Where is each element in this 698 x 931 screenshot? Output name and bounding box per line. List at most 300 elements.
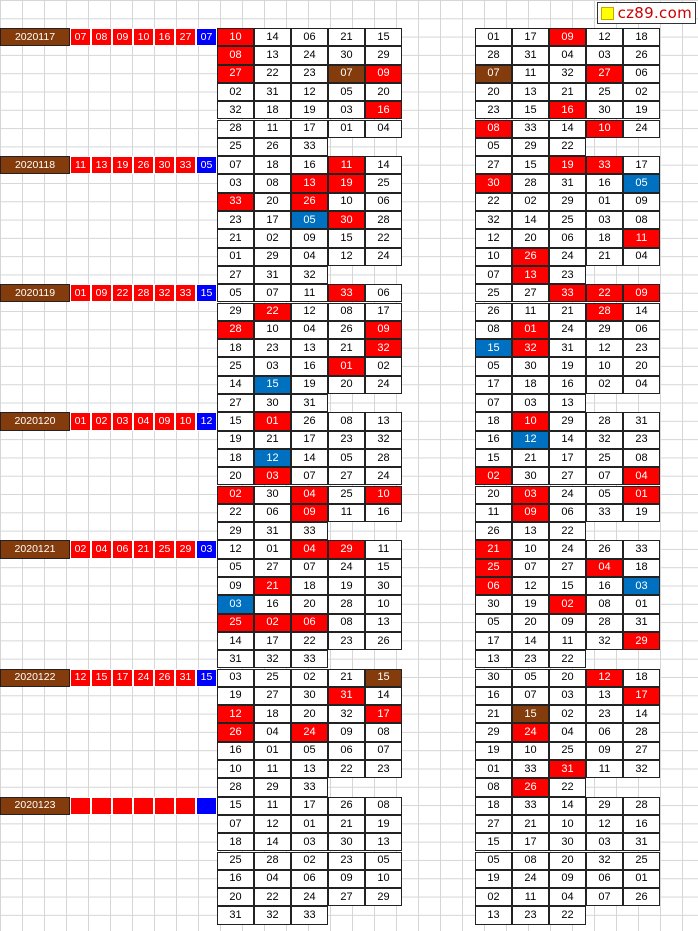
right-grid-cell: 14 <box>512 632 549 650</box>
left-grid-cell: 24 <box>365 376 402 394</box>
left-grid-cell: 15 <box>254 376 291 394</box>
right-grid-cell: 31 <box>623 412 660 430</box>
right-grid-cell: 14 <box>549 797 586 815</box>
right-grid-cell: 21 <box>586 248 623 266</box>
right-grid-cell: 01 <box>623 595 660 613</box>
left-grid-cell: 26 <box>291 193 328 211</box>
left-grid-cell: 04 <box>291 486 328 504</box>
left-grid-cell: 21 <box>328 815 365 833</box>
left-grid-cell: 32 <box>217 101 254 119</box>
right-grid-cell: 14 <box>549 431 586 449</box>
draw-red-ball <box>175 797 196 815</box>
left-grid-cell: 01 <box>254 540 291 558</box>
right-grid-cell: 16 <box>586 577 623 595</box>
draw-red-ball: 24 <box>133 669 154 687</box>
right-grid-cell: 33 <box>512 797 549 815</box>
right-grid-cell: 10 <box>586 357 623 375</box>
left-grid-cell: 18 <box>254 156 291 174</box>
left-grid-cell: 18 <box>291 577 328 595</box>
left-grid-cell: 26 <box>217 723 254 741</box>
right-grid-cell: 08 <box>512 852 549 870</box>
right-grid-cell: 06 <box>586 723 623 741</box>
right-grid-cell: 28 <box>586 303 623 321</box>
left-grid-cell: 03 <box>254 357 291 375</box>
right-grid-cell: 24 <box>549 540 586 558</box>
right-grid-cell: 06 <box>549 229 586 247</box>
right-grid-cell: 07 <box>512 559 549 577</box>
left-grid-cell: 03 <box>217 174 254 192</box>
left-grid-cell: 24 <box>291 888 328 906</box>
left-grid-cell: 08 <box>365 797 402 815</box>
left-grid-cell: 18 <box>254 705 291 723</box>
right-grid-cell: 08 <box>623 449 660 467</box>
left-grid-cell: 31 <box>217 650 254 668</box>
logo-square-icon <box>601 7 614 20</box>
left-grid-cell: 19 <box>291 376 328 394</box>
draw-red-ball: 10 <box>175 412 196 430</box>
right-grid-cell: 04 <box>623 248 660 266</box>
right-grid-cell: 29 <box>586 797 623 815</box>
left-grid-cell: 16 <box>217 870 254 888</box>
left-grid-cell: 12 <box>254 449 291 467</box>
left-grid-cell: 33 <box>291 778 328 796</box>
left-grid-cell: 24 <box>328 559 365 577</box>
right-grid-cell: 28 <box>623 723 660 741</box>
left-grid-cell: 27 <box>254 687 291 705</box>
right-grid-cell: 09 <box>512 504 549 522</box>
right-grid-cell: 18 <box>623 669 660 687</box>
right-grid-cell: 33 <box>623 540 660 558</box>
right-grid-cell: 03 <box>586 211 623 229</box>
draw-red-ball: 02 <box>70 540 91 558</box>
left-grid-cell: 11 <box>328 504 365 522</box>
right-grid-cell: 26 <box>623 46 660 64</box>
left-grid-cell: 21 <box>217 229 254 247</box>
right-grid-cell: 11 <box>623 229 660 247</box>
draw-red-ball: 12 <box>70 669 91 687</box>
left-grid-cell: 23 <box>328 431 365 449</box>
right-grid-cell: 25 <box>586 449 623 467</box>
draw-blue-ball: 15 <box>196 669 217 687</box>
right-grid-cell: 18 <box>623 559 660 577</box>
right-grid-cell: 19 <box>475 742 512 760</box>
right-grid-cell: 11 <box>512 303 549 321</box>
left-grid-cell: 18 <box>217 449 254 467</box>
left-grid-cell: 01 <box>254 412 291 430</box>
right-grid-cell: 20 <box>549 669 586 687</box>
right-grid-cell: 03 <box>586 833 623 851</box>
right-grid-cell: 23 <box>623 339 660 357</box>
left-grid-cell: 12 <box>291 83 328 101</box>
draw-blue-ball: 15 <box>196 284 217 302</box>
right-grid-cell: 01 <box>586 193 623 211</box>
right-grid-cell: 33 <box>586 156 623 174</box>
right-grid-cell: 05 <box>512 669 549 687</box>
right-grid-cell: 03 <box>623 577 660 595</box>
right-grid-cell: 10 <box>512 742 549 760</box>
right-grid-cell: 22 <box>549 650 586 668</box>
left-grid-cell: 10 <box>328 193 365 211</box>
right-grid-cell: 27 <box>475 156 512 174</box>
right-grid-cell: 29 <box>549 412 586 430</box>
right-grid-cell: 13 <box>512 522 549 540</box>
left-grid-cell: 30 <box>328 211 365 229</box>
left-grid-cell: 17 <box>291 120 328 138</box>
left-grid-cell: 13 <box>291 174 328 192</box>
left-grid-cell: 09 <box>365 65 402 83</box>
left-grid-cell: 25 <box>328 486 365 504</box>
left-grid-cell: 20 <box>291 705 328 723</box>
right-grid-cell: 16 <box>475 431 512 449</box>
left-grid-cell: 21 <box>328 28 365 46</box>
issue-number: 2020117 <box>0 28 70 46</box>
right-grid-cell: 14 <box>623 705 660 723</box>
left-grid-cell: 06 <box>291 28 328 46</box>
left-grid-cell: 08 <box>328 303 365 321</box>
left-grid-cell: 23 <box>217 211 254 229</box>
left-grid-cell: 11 <box>328 156 365 174</box>
right-grid-cell: 30 <box>549 833 586 851</box>
left-grid-cell: 27 <box>328 467 365 485</box>
left-grid-cell: 20 <box>254 193 291 211</box>
draw-red-ball: 32 <box>154 284 175 302</box>
draw-red-ball: 08 <box>91 28 112 46</box>
right-grid-cell: 32 <box>586 431 623 449</box>
left-grid-cell: 28 <box>254 852 291 870</box>
draw-red-ball: 30 <box>154 156 175 174</box>
left-grid-cell: 28 <box>328 595 365 613</box>
right-grid-cell: 15 <box>512 156 549 174</box>
right-grid-cell: 33 <box>512 120 549 138</box>
right-grid-cell: 09 <box>549 28 586 46</box>
left-grid-cell: 02 <box>254 614 291 632</box>
right-grid-cell: 22 <box>586 284 623 302</box>
right-grid-cell: 20 <box>475 486 512 504</box>
left-grid-cell: 06 <box>291 870 328 888</box>
right-grid-cell: 23 <box>586 705 623 723</box>
left-grid-cell: 11 <box>291 284 328 302</box>
left-grid-cell: 17 <box>254 211 291 229</box>
left-grid-cell: 13 <box>365 412 402 430</box>
right-grid-cell: 07 <box>512 687 549 705</box>
right-grid-cell: 22 <box>549 138 586 156</box>
right-grid-cell: 04 <box>586 559 623 577</box>
right-grid-cell: 24 <box>512 723 549 741</box>
draw-red-ball: 26 <box>154 669 175 687</box>
left-grid-cell: 06 <box>291 614 328 632</box>
left-grid-cell: 04 <box>254 723 291 741</box>
left-grid-cell: 15 <box>365 28 402 46</box>
right-grid-cell: 01 <box>475 28 512 46</box>
left-grid-cell: 31 <box>254 266 291 284</box>
right-grid-cell: 02 <box>549 595 586 613</box>
draw-red-ball: 01 <box>70 412 91 430</box>
right-grid-cell: 24 <box>549 321 586 339</box>
right-grid-cell: 29 <box>623 632 660 650</box>
left-grid-cell: 20 <box>217 467 254 485</box>
left-grid-cell: 15 <box>365 669 402 687</box>
left-grid-cell: 03 <box>254 467 291 485</box>
left-grid-cell: 15 <box>217 412 254 430</box>
left-grid-cell: 03 <box>291 833 328 851</box>
left-grid-cell: 25 <box>365 174 402 192</box>
right-grid-cell: 16 <box>586 174 623 192</box>
draw-red-ball: 09 <box>91 284 112 302</box>
right-grid-cell: 30 <box>475 669 512 687</box>
left-grid-cell: 14 <box>217 376 254 394</box>
left-grid-cell: 07 <box>217 815 254 833</box>
draw-red-ball: 33 <box>175 284 196 302</box>
right-grid-cell: 11 <box>475 504 512 522</box>
right-grid-cell: 32 <box>549 65 586 83</box>
left-grid-cell: 18 <box>217 339 254 357</box>
right-grid-cell: 18 <box>475 412 512 430</box>
draw-red-ball: 15 <box>91 669 112 687</box>
right-grid-cell: 21 <box>549 303 586 321</box>
left-grid-cell: 24 <box>365 248 402 266</box>
draw-red-ball: 29 <box>175 540 196 558</box>
right-grid-cell: 21 <box>512 815 549 833</box>
left-grid-cell: 10 <box>217 760 254 778</box>
left-grid-cell: 25 <box>217 357 254 375</box>
right-grid-cell: 08 <box>586 595 623 613</box>
right-grid-cell: 12 <box>475 229 512 247</box>
right-grid-cell: 12 <box>586 339 623 357</box>
left-grid-cell: 22 <box>328 760 365 778</box>
left-grid-cell: 29 <box>254 248 291 266</box>
left-grid-cell: 27 <box>217 394 254 412</box>
left-grid-cell: 10 <box>365 870 402 888</box>
right-grid-cell: 15 <box>475 833 512 851</box>
left-grid-cell: 24 <box>365 467 402 485</box>
right-grid-cell: 33 <box>586 504 623 522</box>
left-grid-cell: 17 <box>291 431 328 449</box>
draw-red-ball: 06 <box>112 540 133 558</box>
left-grid-cell: 08 <box>328 614 365 632</box>
left-grid-cell: 06 <box>254 504 291 522</box>
left-grid-cell: 31 <box>217 906 254 924</box>
left-grid-cell: 30 <box>365 577 402 595</box>
right-grid-cell: 15 <box>475 449 512 467</box>
left-grid-cell: 02 <box>291 852 328 870</box>
left-grid-cell: 07 <box>291 559 328 577</box>
right-grid-cell: 05 <box>475 614 512 632</box>
right-grid-cell: 02 <box>623 83 660 101</box>
right-grid-cell: 23 <box>475 101 512 119</box>
right-grid-cell: 19 <box>623 504 660 522</box>
left-grid-cell: 13 <box>291 339 328 357</box>
draw-red-ball <box>91 797 112 815</box>
left-grid-cell: 10 <box>365 486 402 504</box>
left-grid-cell: 02 <box>254 229 291 247</box>
right-grid-cell: 30 <box>512 357 549 375</box>
right-grid-cell: 18 <box>623 28 660 46</box>
left-grid-cell: 21 <box>254 577 291 595</box>
left-grid-cell: 12 <box>254 815 291 833</box>
right-grid-cell: 33 <box>549 284 586 302</box>
left-grid-cell: 32 <box>365 431 402 449</box>
right-grid-cell: 01 <box>475 760 512 778</box>
draw-red-ball <box>133 797 154 815</box>
right-grid-cell: 13 <box>586 687 623 705</box>
left-grid-cell: 23 <box>328 632 365 650</box>
right-grid-cell: 04 <box>549 888 586 906</box>
right-grid-cell: 24 <box>512 870 549 888</box>
right-grid-cell: 06 <box>475 577 512 595</box>
right-grid-cell: 29 <box>586 321 623 339</box>
right-grid-cell: 06 <box>623 321 660 339</box>
right-grid-cell: 05 <box>475 138 512 156</box>
right-grid-cell: 18 <box>475 797 512 815</box>
right-grid-cell: 09 <box>586 742 623 760</box>
left-grid-cell: 17 <box>291 797 328 815</box>
right-grid-cell: 02 <box>586 376 623 394</box>
left-grid-cell: 02 <box>365 357 402 375</box>
left-grid-cell: 17 <box>365 303 402 321</box>
left-grid-cell: 13 <box>365 833 402 851</box>
right-grid-cell: 25 <box>549 742 586 760</box>
left-grid-cell: 01 <box>217 248 254 266</box>
draw-red-ball: 21 <box>133 540 154 558</box>
right-grid-cell: 28 <box>623 797 660 815</box>
issue-number: 2020120 <box>0 412 70 430</box>
right-grid-cell: 04 <box>549 46 586 64</box>
left-grid-cell: 16 <box>365 504 402 522</box>
right-grid-cell: 06 <box>623 65 660 83</box>
right-grid-cell: 22 <box>475 193 512 211</box>
left-grid-cell: 18 <box>254 101 291 119</box>
left-grid-cell: 31 <box>254 83 291 101</box>
left-grid-cell: 05 <box>365 852 402 870</box>
right-grid-cell: 20 <box>623 357 660 375</box>
left-grid-cell: 32 <box>365 339 402 357</box>
draw-red-ball: 04 <box>133 412 154 430</box>
right-grid-cell: 26 <box>586 540 623 558</box>
right-grid-cell: 06 <box>549 504 586 522</box>
left-grid-cell: 33 <box>328 284 365 302</box>
left-grid-cell: 19 <box>328 174 365 192</box>
left-grid-cell: 05 <box>291 211 328 229</box>
left-grid-cell: 24 <box>291 46 328 64</box>
left-grid-cell: 01 <box>328 120 365 138</box>
right-grid-cell: 07 <box>586 467 623 485</box>
left-grid-cell: 27 <box>254 559 291 577</box>
left-grid-cell: 09 <box>291 504 328 522</box>
right-grid-cell: 29 <box>475 723 512 741</box>
right-grid-cell: 07 <box>475 65 512 83</box>
right-grid-cell: 07 <box>475 394 512 412</box>
left-grid-cell: 16 <box>291 357 328 375</box>
right-grid-cell: 14 <box>623 303 660 321</box>
left-grid-cell: 28 <box>365 211 402 229</box>
left-grid-cell: 22 <box>254 888 291 906</box>
left-grid-cell: 28 <box>217 321 254 339</box>
right-grid-cell: 19 <box>549 156 586 174</box>
draw-red-ball <box>112 797 133 815</box>
right-grid-cell: 13 <box>475 906 512 924</box>
left-grid-cell: 17 <box>365 705 402 723</box>
left-grid-cell: 28 <box>365 449 402 467</box>
left-grid-cell: 33 <box>291 906 328 924</box>
right-grid-cell: 08 <box>475 778 512 796</box>
left-grid-cell: 26 <box>328 321 365 339</box>
right-grid-cell: 31 <box>623 833 660 851</box>
right-grid-cell: 19 <box>512 595 549 613</box>
right-grid-cell: 11 <box>549 632 586 650</box>
left-grid-cell: 21 <box>328 339 365 357</box>
right-grid-cell: 15 <box>549 577 586 595</box>
right-grid-cell: 31 <box>549 760 586 778</box>
right-grid-cell: 30 <box>512 467 549 485</box>
left-grid-cell: 05 <box>217 559 254 577</box>
left-grid-cell: 09 <box>365 321 402 339</box>
right-grid-cell: 09 <box>549 614 586 632</box>
right-grid-cell: 10 <box>586 120 623 138</box>
right-grid-cell: 09 <box>549 870 586 888</box>
right-grid-cell: 30 <box>475 174 512 192</box>
right-grid-cell: 32 <box>586 852 623 870</box>
left-grid-cell: 21 <box>328 669 365 687</box>
left-grid-cell: 07 <box>217 156 254 174</box>
right-grid-cell: 27 <box>512 284 549 302</box>
left-grid-cell: 31 <box>291 394 328 412</box>
left-grid-cell: 01 <box>254 742 291 760</box>
right-grid-cell: 13 <box>549 394 586 412</box>
right-grid-cell: 19 <box>475 870 512 888</box>
draw-red-ball: 07 <box>70 28 91 46</box>
draw-red-ball: 28 <box>133 284 154 302</box>
left-grid-cell: 31 <box>254 522 291 540</box>
left-grid-cell: 11 <box>254 797 291 815</box>
draw-red-ball: 03 <box>112 412 133 430</box>
right-grid-cell: 24 <box>549 486 586 504</box>
left-grid-cell: 28 <box>217 778 254 796</box>
draw-red-ball: 01 <box>70 284 91 302</box>
draw-red-ball: 09 <box>112 28 133 46</box>
right-grid-cell: 16 <box>549 376 586 394</box>
left-grid-cell: 07 <box>328 65 365 83</box>
left-grid-cell: 25 <box>217 614 254 632</box>
draw-red-ball: 19 <box>112 156 133 174</box>
left-grid-cell: 14 <box>365 687 402 705</box>
right-grid-cell: 05 <box>475 852 512 870</box>
left-grid-cell: 23 <box>328 852 365 870</box>
left-grid-cell: 06 <box>365 193 402 211</box>
right-grid-cell: 04 <box>549 723 586 741</box>
right-grid-cell: 26 <box>512 248 549 266</box>
right-grid-cell: 10 <box>512 412 549 430</box>
right-grid-cell: 17 <box>475 376 512 394</box>
left-grid-cell: 14 <box>365 156 402 174</box>
left-grid-cell: 26 <box>328 797 365 815</box>
left-grid-cell: 30 <box>328 46 365 64</box>
left-grid-cell: 05 <box>291 742 328 760</box>
draw-red-ball: 26 <box>133 156 154 174</box>
draw-red-ball: 09 <box>154 412 175 430</box>
right-grid-cell: 30 <box>475 595 512 613</box>
left-grid-cell: 23 <box>254 339 291 357</box>
left-grid-cell: 19 <box>217 687 254 705</box>
right-grid-cell: 14 <box>512 211 549 229</box>
right-grid-cell: 13 <box>512 83 549 101</box>
draw-red-ball: 11 <box>70 156 91 174</box>
left-grid-cell: 15 <box>217 797 254 815</box>
left-grid-cell: 06 <box>328 742 365 760</box>
left-grid-cell: 30 <box>254 486 291 504</box>
draw-red-ball: 33 <box>175 156 196 174</box>
left-grid-cell: 09 <box>328 870 365 888</box>
issue-number: 2020121 <box>0 540 70 558</box>
